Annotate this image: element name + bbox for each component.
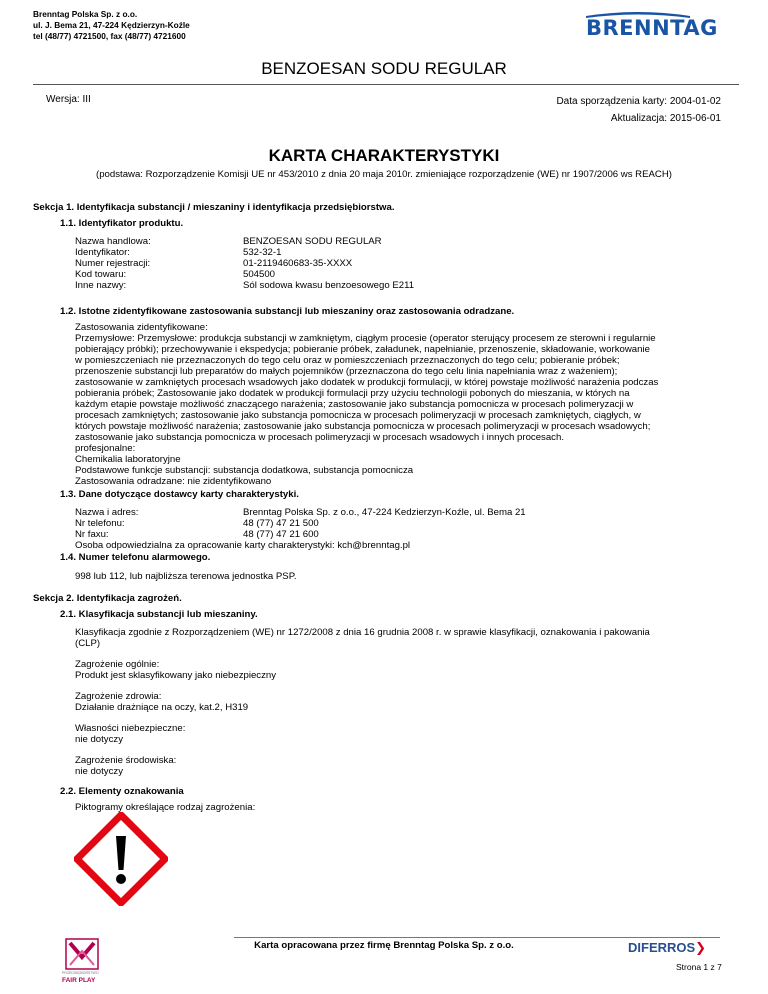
kv-row xyxy=(75,529,410,540)
text-line: zastosowanie jako substancja pomocnicza w procesach polimeryzacji w procesach wsadowych i innych procesach. xyxy=(75,432,564,443)
general-hazard-label: Zagrożenie ogólnie: xyxy=(75,659,160,670)
text-line: Zastosowania odradzane: nie zidentyfikowano xyxy=(75,476,272,487)
kv-key: Numer rejestracji: xyxy=(75,258,151,269)
kv-key: Nr faxu: xyxy=(75,529,109,540)
environment-hazard-label: Zagrożenie środowiska: xyxy=(75,755,177,766)
kv-value: 48 (77) 47 21 600 xyxy=(243,529,319,540)
health-hazard-label: Zagrożenie zdrowia: xyxy=(75,691,162,702)
kv-key: Identyfikator: xyxy=(75,247,130,258)
diferros-logo xyxy=(628,940,706,956)
text-line: (CLP) xyxy=(75,638,101,649)
text-line: Przemysłowe: Przemysłowe: produkcja substancji w zamkniętym, ciągłym procesie (operator sterujący procesem ze sterowni i regularnie xyxy=(75,333,656,344)
version-label: Wersja: III xyxy=(46,94,91,105)
kv-row xyxy=(75,507,526,518)
text-line: Klasyfikacja zgodnie z Rozporządzeniem (WE) nr 1272/2008 z dnia 16 grudnia 2008 r. w sprawie klasyfikacji, oznakowania i pakowania xyxy=(75,627,650,638)
subsection-1-2-heading: 1.2. Istotne zidentyfikowane zastosowania substancji lub mieszaniny oraz zastosowania odradzane. xyxy=(60,306,515,317)
text-line: przenoszenie substancji lub preparatów do małych pojemników (przeznaczona do tego celu linia napełniania wraz z ważeniem); xyxy=(75,366,618,377)
kv-key: Inne nazwy: xyxy=(75,280,127,291)
title-divider xyxy=(33,84,739,85)
subsection-1-1-heading: 1.1. Identyfikator produktu. xyxy=(60,218,184,229)
health-hazard-value: Działanie drażniące na oczy, kat.2, H319 xyxy=(75,702,249,713)
fair-play-text: FAIR PLAY xyxy=(62,977,96,984)
physical-hazard-label: Własności niebezpieczne: xyxy=(75,723,186,734)
text-line: procesach zamkniętych; zastosowanie jako substancja pomocnicza w procesach polimeryzacji w procesach zamkniętych, ciągłych, w xyxy=(75,410,641,421)
legal-basis: (podstawa: Rozporządzenie Komisji UE nr 453/2010 z dnia 20 maja 2010r. zmieniające rozporządzenie (WE) nr 1907/2006 ws REACH) xyxy=(96,169,672,180)
subsection-1-4-heading: 1.4. Numer telefonu alarmowego. xyxy=(60,552,211,563)
text-line: pobierający próbki); przechowywanie i ekspedycja; pobieranie próbek, załadunek, napełnianie, przenoszenie, składowanie, workowanie xyxy=(75,344,650,355)
brenntag-logo xyxy=(568,10,718,50)
supplier-table xyxy=(75,507,526,551)
footer-text: Karta opracowana przez firmę Brenntag Polska Sp. z o.o. xyxy=(254,940,514,951)
logo-text: BRENNTAG xyxy=(586,16,718,40)
fair-play-small-text: PRZEDSIĘBIORSTWO xyxy=(62,971,99,975)
product-title: BENZOESAN SODU REGULAR xyxy=(261,59,507,78)
classification-text xyxy=(75,627,650,649)
document-title: KARTA CHARAKTERYSTYKI xyxy=(268,146,500,165)
text-line: Chemikalia laboratoryjne xyxy=(75,454,181,465)
kv-value: 532-32-1 xyxy=(243,247,282,258)
text-line: każdym etapie powstaje możliwość znaczącego narażenia; zastosowanie jako substancja pomocnicza w procesach polimeryzacji w xyxy=(75,399,634,410)
kv-value: BENZOESAN SODU REGULAR xyxy=(243,236,382,247)
company-name: Brenntag Polska Sp. z o.o. xyxy=(33,9,138,19)
company-header xyxy=(33,9,190,42)
environment-hazard-value: nie dotyczy xyxy=(75,766,123,777)
physical-hazard xyxy=(75,723,185,745)
date-updated: Aktualizacja: 2015-06-01 xyxy=(610,113,721,124)
footer-divider xyxy=(234,937,720,938)
kv-value: Sól sodowa kwasu benzoesowego E211 xyxy=(243,280,415,291)
company-address: ul. J. Bema 21, 47-224 Kędzierzyn-Koźle xyxy=(33,20,190,30)
diferros-text: DIFERROS xyxy=(628,940,696,955)
kv-value: 504500 xyxy=(243,269,276,280)
kv-key: Kod towaru: xyxy=(75,269,127,280)
subsection-2-2-heading: 2.2. Elementy oznakowania xyxy=(60,786,184,797)
kv-key: Nazwa i adres: xyxy=(75,507,139,518)
general-hazard xyxy=(75,659,276,681)
text-line: pobierania próbek; Zastosowanie jako dodatek w produkcji formulacji przy użyciu technologii pobonych do mieszania, w których na xyxy=(75,388,630,399)
date-created: Data sporządzenia karty: 2004-01-02 xyxy=(556,96,721,107)
emergency-phone: 998 lub 112, lub najbliższa terenowa jednostka PSP. xyxy=(75,571,297,582)
responsible-person: Osoba odpowiedzialna za opracowanie karty charakterystyki: kch@brenntag.pl xyxy=(75,540,411,551)
text-line: których powstaje możliwość narażenia; zastosowanie jako substancja pomocnicza w procesach polimeryzacji w procesach wsadowych; xyxy=(75,421,651,432)
kv-value: 48 (77) 47 21 500 xyxy=(243,518,319,529)
page-number: Strona 1 z 7 xyxy=(676,962,722,972)
diferros-arrow-icon: ❯ xyxy=(695,940,707,955)
kv-value: Brenntag Polska Sp. z o.o., 47-224 Kedzierzyn-Koźle, ul. Bema 21 xyxy=(243,507,526,518)
exclamation-mark-icon xyxy=(74,812,168,906)
company-phone: tel (48/77) 4721500, fax (48/77) 4721600 xyxy=(33,31,186,41)
kv-key: Nr telefonu: xyxy=(75,518,125,529)
text-line: Zastosowania zidentyfikowane: xyxy=(75,322,208,333)
subsection-1-3-heading: 1.3. Dane dotyczące dostawcy karty charakterystyki. xyxy=(60,489,299,500)
physical-hazard-value: nie dotyczy xyxy=(75,734,123,745)
text-line: profesjonalne: xyxy=(75,443,136,454)
environment-hazard xyxy=(75,755,176,777)
text-line: Podstawowe funkcje substancji: substancja dodatkowa, substancja pomocnicza xyxy=(75,465,414,476)
subsection-2-1-heading: 2.1. Klasyfikacja substancji lub mieszaniny. xyxy=(60,609,258,620)
section-2-heading: Sekcja 2. Identyfikacja zagrożeń. xyxy=(33,593,182,604)
uses-text xyxy=(75,322,658,487)
general-hazard-value: Produkt jest sklasyfikowany jako niebezpieczny xyxy=(75,670,277,681)
text-line: w pomieszczeniach nie przeznaczonych do tego celu oraz w pomieszczeniach przeznaczonych do tego celu; pobieranie próbek; xyxy=(75,355,620,366)
kv-row xyxy=(75,518,410,529)
pictograms-label: Piktogramy określające rodzaj zagrożenia: xyxy=(75,802,256,813)
text-line: zastosowanie w zamkniętych procesach wsadowych jako dodatek w produkcji formulacji, w której powstaje możliwość narażenia podczas xyxy=(75,377,659,388)
section-1-heading: Sekcja 1. Identyfikacja substancji / mieszaniny i identyfikacja przedsiębiorstwa. xyxy=(33,202,395,213)
health-hazard xyxy=(75,691,248,713)
kv-key: Nazwa handlowa: xyxy=(75,236,151,247)
kv-value: 01-2119460683-35-XXXX xyxy=(243,258,353,269)
